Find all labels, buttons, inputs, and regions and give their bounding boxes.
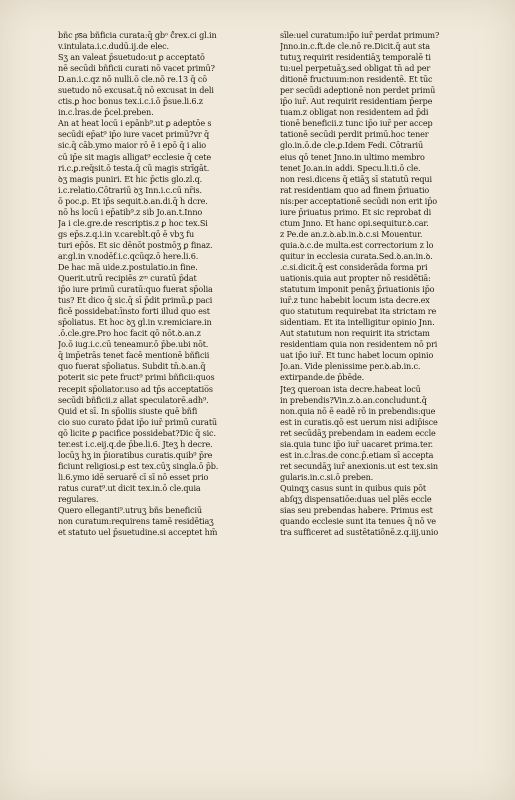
right-column-line: est in curatis.qō est uerum nisi adip̄isce: [280, 416, 438, 427]
left-text-column: [58, 30, 260, 538]
right-column-line: quando ecclesie sunt ita tenues q̄ nō ve: [280, 516, 436, 527]
left-column-line: ō poc.ꝑ. Et ip̄s sequit.ꝺ.an.di.q̄ h̄ dcre.: [58, 195, 208, 206]
left-column-line: Ja i cle.gre.de rescriptis.z ꝑ hoc tex.Si: [58, 217, 208, 228]
left-column-line: gs ep̄s.z.q.i.in v.careblt.qō ē vbʒ fu: [58, 228, 195, 239]
right-column-line: in prebendis?Vin.z.ꝺ.an.concludunt.q̄: [280, 394, 427, 405]
left-column-line: v.intulata.i.c.dudū.ij.de elec.: [58, 41, 169, 52]
left-column-line: D.an.i.c.qz nō nulli.ō cle.nō re.13 q̄ cō: [58, 74, 207, 85]
left-column-line: ar.gl.in v.nodēf.i.c.qcūqz.ō here.li.6.: [58, 250, 199, 261]
left-column-line: qō licite ꝑ pacifice possidebat?Dic q̄ sic.: [58, 427, 216, 438]
left-column-line: ratus curat⁹.ut dicit tex.in.ō cle.quia: [58, 482, 201, 493]
left-column-line: Querit.utrū recipiēs zᵐ curatū p̄dat: [58, 273, 197, 284]
right-column-line: abſqʒ dispensatiōe:duas uel plēs eccle: [280, 493, 432, 504]
right-column-line: per secūdi adeptionē non perdet primū: [280, 85, 436, 96]
left-column-line: secūdi bñficii.z allat speculatorē.adh⁹.: [58, 394, 209, 405]
left-column-line: suetudo nō excusat.q̄ nō excusat in deli: [58, 85, 214, 96]
left-column-line: Sʒ an valeat p̄suetudo:ut ꝑ acceptatō: [58, 52, 205, 63]
right-column-line: gularis.in.c.si.ō preben.: [280, 471, 374, 482]
right-column-line: residentiam quia non residentem nō pri: [280, 339, 438, 350]
left-column-line: in.c.l̄ras.de p̄cel.preben.: [58, 107, 154, 118]
right-column-line: .c.si.dicit.q̄ est considerāda forma pri: [280, 261, 428, 272]
right-column-line: tra sufficeret ad sustētatiōnē.z.q.iij.unio: [280, 527, 439, 538]
left-column-line: tus? Et dico q̄ sic.q̄ sī p̄dit primū.ꝑ paci: [58, 295, 213, 306]
right-column-line: iure p̄riuatus primo. Et sic reprobat di: [280, 206, 432, 217]
right-column-line: non.quia nō ē eadē rō in prebendis:que: [280, 405, 436, 416]
right-column-line: eius qō tenet Jnno.in ultimo membro: [280, 151, 425, 162]
left-column-line: ip̄o iure primū curatū:quo fuerat sp̄olia: [58, 284, 213, 295]
right-column-line: statutum imponit penāʒ p̄riuationis ip̄o: [280, 284, 435, 295]
right-column-line: Jnno.in.c.ft.de cle.nō re.Dicit.q̄ aut sta: [280, 41, 430, 52]
left-column-line: li.6.ymo idē seruarē cī sī nō esset prio: [58, 471, 209, 482]
left-column-line: q̄ imp̄etrās tenet facē mentionē bñficii: [58, 350, 210, 361]
right-column-line: ret secūdāʒ prebendam in eadem eccle: [280, 427, 436, 438]
left-column-line: locūʒ h̄ʒ in p̄ioratibus curatis.quib⁹ p̄re: [58, 449, 213, 460]
right-column-line: Quinqʒ casus sunt in quibus quis pōt: [280, 482, 426, 493]
right-column-line: tationē secūdi perdit primū.hoc tener: [280, 129, 429, 140]
right-column-line: sias seu prebendas habere. Primus est: [280, 505, 433, 516]
right-column-line: sia.quia tunc ip̄o iur̄ uacaret prima.ter.: [280, 438, 433, 449]
right-column-line: tuam.z obligat non residentem ad p̄di: [280, 107, 429, 118]
right-column-line: tu:uel perpetuāʒ.sed obligat tn̄ ad per: [280, 63, 431, 74]
left-column-line: secūdi ep̄at⁹ ip̄o iure vacet primū?vr q̄: [58, 129, 210, 140]
right-column-line: uat ip̄o iur̄. Et tunc habet locum opinio: [280, 350, 434, 361]
left-column-line: et statuto uel p̄suetudine.si acceptet hm̄: [58, 527, 218, 538]
right-column-line: ctum Jnno. Et hanc opi.sequitur.ꝺ.car.: [280, 217, 429, 228]
right-column-line: quo statutum requirebat ita strictam re: [280, 306, 437, 317]
right-column-line: tenet Jo.an.in addi. Specu.li.ti.ō cle.: [280, 162, 421, 173]
right-column-line: rat residentiam quo ad finem p̄riuatio: [280, 184, 430, 195]
right-column-line: non resi.dicens q̄ etiāʒ sī statutū requi: [280, 173, 432, 184]
right-column-line: ditionē fructuum:non residentē. Et tūc: [280, 74, 433, 85]
left-column-line: ficē possidebat:īnsto forti illud quo est: [58, 306, 210, 317]
left-column-line: De hac mā uide.z.postulatio.in fine.: [58, 261, 198, 272]
left-column-line: turi ep̄ōs. Et sic dēnōt postmōʒ ꝑ finaz.: [58, 239, 213, 250]
left-column-line: Jo.ō iug.i.c.cū teneamur.ō p̄be.ubi nōt.: [58, 339, 209, 350]
left-column-line: recepit sp̄oliator.uso ad tp̄s acceptatio̅s: [58, 383, 213, 394]
right-column-line: sīle:uel curatum:ip̄o iur̄ perdat primum?: [280, 30, 440, 40]
right-column-line: est in.c.l̄ras.de conc.p̄.etiam sī accepta: [280, 449, 434, 460]
right-column-line: z Pe.de an.z.ꝺ.ab.in.ꝺ.c.si Mouentur.: [280, 228, 423, 239]
right-column-line: sidentiam. Et ita intelligitur opinio Jnn.: [280, 317, 435, 328]
left-column-line: cū ip̄e sit magis alligat⁹ ecclesie q̄ cete: [58, 151, 211, 162]
right-column-line: glo.in.ō.de cle.ꝑ.Idem Fedi. Cōtrariū: [280, 140, 424, 151]
left-column-line: sp̄oliatus. Et hoc ꝺʒ gl.in v.remiciare.in: [58, 317, 212, 328]
right-column-line: ip̄o iur̄. Aut requirit residentiam p̄erpe: [280, 96, 433, 107]
left-column-line: .ō.cle.gre.Pro hoc facit qō nōt.ꝺ.an.z: [58, 328, 201, 339]
left-column-line: An at h̄eat locū i epānb⁹.ut ꝑ adeptōe s: [58, 118, 212, 129]
left-column-line: ri.c.ꝑ.req̄sit.ō testa.q̄ cū magis strīgāt.: [58, 162, 210, 173]
left-column-line: ter.est i.c.eij.q.de p̄be.li.6. Jteʒ h̄ decre.: [58, 438, 213, 449]
right-column-line: iur̄.z tunc habebit locum ista decre.ex: [280, 295, 430, 306]
right-column-line: tutuʒ requirit residentiāʒ temporalē ti: [280, 52, 431, 63]
right-column-line: Jteʒ queroan ista decre.habeat locū: [280, 383, 421, 394]
left-column-line: Quero elleganti⁹.utruʒ bñs beneficiū: [58, 505, 202, 516]
left-column-line: i.c.relatio.Cōtrariū ꝺʒ Inn.i.c.cū nr̄is.: [58, 184, 202, 195]
left-column-line: ꝺʒ magis puniri. Et h̄ic p̄ctis glo.zl.q.: [58, 173, 203, 184]
left-column-line: poterit sic pete fruct⁹ primi bñficii:quos: [58, 372, 215, 383]
right-column-line: Jo.an. Vide plenissime per.ꝺ.ab.in.c.: [280, 361, 421, 372]
right-column-line: quitur in ecclesia curata.Sed.ꝺ.an.in.ꝺ.: [280, 250, 433, 261]
left-column-line: non curatum:requirens tamē residētiaʒ: [58, 516, 214, 527]
left-column-line: nō h̄s locū i ep̄atib⁹.z sib̄ Jo.an.t.Inno: [58, 206, 203, 217]
left-column-line: Quid et sī. In sp̄oliis siuste quē bñfi: [58, 405, 198, 416]
left-column-line: sic.q̄ cāb.ymo maior rō ē i epō q̄ i alio: [58, 140, 207, 151]
right-column-line: uationis.quia aut propter nō residētiā:: [280, 273, 431, 284]
right-column-line: ret secundāʒ iur̄ anexionis.ut est tex.sin: [280, 460, 438, 471]
left-column-line: regulares.: [58, 493, 99, 504]
right-column-line: Aut statutum non requirit ita strictam: [280, 328, 430, 339]
left-column-line: cio suo curato p̄dat ip̄o iur̄ primū curatū: [58, 416, 217, 427]
right-column-line: tionē beneficii.z tunc ip̄o iur̄ per accep: [280, 118, 433, 129]
right-column-line: extirpande.de p̄bēde.: [280, 372, 365, 383]
left-column-line: nē secūdi bñficii curati nō vacet primū?: [58, 63, 215, 74]
left-column-line: ficiunt religiosi.ꝑ est tex.cūʒ singl̄a.ō p̄b.: [58, 460, 219, 471]
right-column-line: nis:per acceptationē secūdi non erit ip̄o: [280, 195, 437, 206]
left-column-line: bñc p͞sa bñficia curata:q̄ gbᵒ ĉ́rex.ci gl.in: [58, 30, 217, 40]
right-column-line: quia.ꝺ.c.de multa.est correctorium z lo: [280, 239, 434, 250]
left-column-line: quo fuerat sp̄oliatus. Subdit tn̄.ꝺ.an.q̄: [58, 361, 206, 372]
left-column-line: ctis.ꝑ hoc bonus tex.i.c.i.ō p̄sue.li.6.z: [58, 96, 203, 107]
right-text-column: [280, 30, 485, 538]
